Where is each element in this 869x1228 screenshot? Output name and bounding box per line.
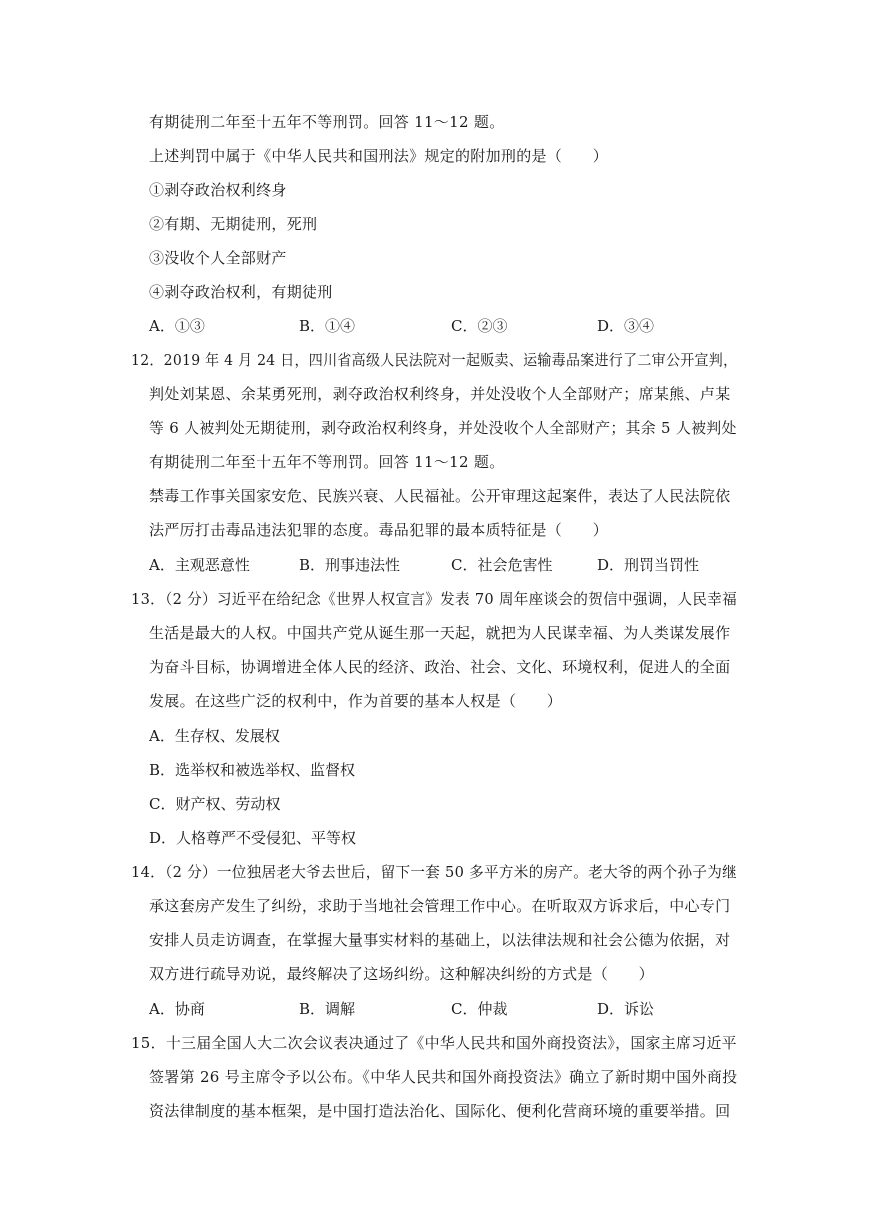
question-12-line: 有期徒刑二年至十五年不等刑罚。回答 11～12 题。	[149, 453, 505, 471]
option-b: B．调解	[299, 1000, 356, 1018]
option-a: A．协商	[149, 1000, 205, 1018]
option-c: C．社会危害性	[451, 556, 553, 574]
statement-item: ②有期、无期徒刑，死刑	[149, 215, 318, 233]
option-b: B．刑事违法性	[299, 556, 401, 574]
option-c: C．仲裁	[451, 1000, 508, 1018]
option-c: C．财产权、劳动权	[149, 795, 281, 813]
question-15-line: 资法律制度的基本框架，是中国打造法治化、国际化、便利化营商环境的重要举措。回	[149, 1102, 731, 1120]
question-13-line: 发展。在这些广泛的权利中，作为首要的基本人权是（ ）	[149, 692, 563, 710]
question-11-stem: 上述判罚中属于《中华人民共和国刑法》规定的附加刑的是（ ）	[149, 147, 609, 165]
question-15-line: 签署第 26 号主席令予以公布。《中华人民共和国外商投资法》确立了新时期中国外商投	[149, 1068, 738, 1086]
option-b: B．①④	[299, 317, 356, 335]
option-d: D．③④	[597, 317, 655, 335]
continuation-line: 有期徒刑二年至十五年不等刑罚。回答 11～12 题。	[149, 113, 505, 131]
question-13-line: 生活是最大的人权。中国共产党从诞生那一天起，就把为人民谋幸福、为人类谋发展作	[149, 624, 731, 642]
statement-item: ③没收个人全部财产	[149, 249, 287, 267]
question-13-line: 13．（2 分）习近平在给纪念《世界人权宣言》发表 70 周年座谈会的贺信中强调，人民幸福	[131, 590, 738, 608]
question-12-line: 12．2019 年 4 月 24 日，四川省高级人民法院对一起贩卖、运输毒品案进行了二审公开宣判，	[131, 351, 738, 369]
option-d: D．人格尊严不受侵犯、平等权	[149, 829, 357, 847]
question-12-line: 法严厉打击毒品违法犯罪的态度。毒品犯罪的最本质特征是（ ）	[149, 521, 609, 539]
statement-item: ①剥夺政治权利终身	[149, 181, 287, 199]
option-d: D．刑罚当罚性	[597, 556, 700, 574]
question-14-line: 14．（2 分）一位独居老大爷去世后，留下一套 50 多平方米的房产。老大爷的两个孙子为继	[131, 863, 738, 881]
option-a: A．①③	[149, 317, 205, 335]
question-14-line: 承这套房产发生了纠纷，求助于当地社会管理工作中心。在听取双方诉求后，中心专门	[149, 897, 731, 915]
question-14-line: 安排人员走访调查，在掌握大量事实材料的基础上，以法律法规和社会公德为依据，对	[149, 931, 731, 949]
question-13-line: 为奋斗目标，协调增进全体人民的经济、政治、社会、文化、环境权利，促进人的全面	[149, 658, 731, 676]
option-a: A．生存权、发展权	[149, 727, 280, 745]
question-12-line: 禁毒工作事关国家安危、民族兴衰、人民福祉。公开审理这起案件，表达了人民法院依	[149, 487, 731, 505]
option-c: C．②③	[451, 317, 508, 335]
question-12-line: 判处刘某恩、余某勇死刑，剥夺政治权利终身，并处没收个人全部财产；席某熊、卢某	[149, 385, 731, 403]
question-12-line: 等 6 人被判处无期徒刑，剥夺政治权利终身，并处没收个人全部财产；其余 5 人被判处	[149, 419, 737, 437]
option-d: D．诉讼	[597, 1000, 655, 1018]
question-14-line: 双方进行疏导劝说，最终解决了这场纠纷。这种解决纠纷的方式是（ ）	[149, 965, 654, 983]
question-15-line: 15．十三届全国人大二次会议表决通过了《中华人民共和国外商投资法》，国家主席习近平	[131, 1034, 737, 1052]
option-a: A．主观恶意性	[149, 556, 250, 574]
statement-item: ④剥夺政治权利，有期徒刑	[149, 283, 333, 301]
option-b: B．选举权和被选举权、监督权	[149, 761, 356, 779]
